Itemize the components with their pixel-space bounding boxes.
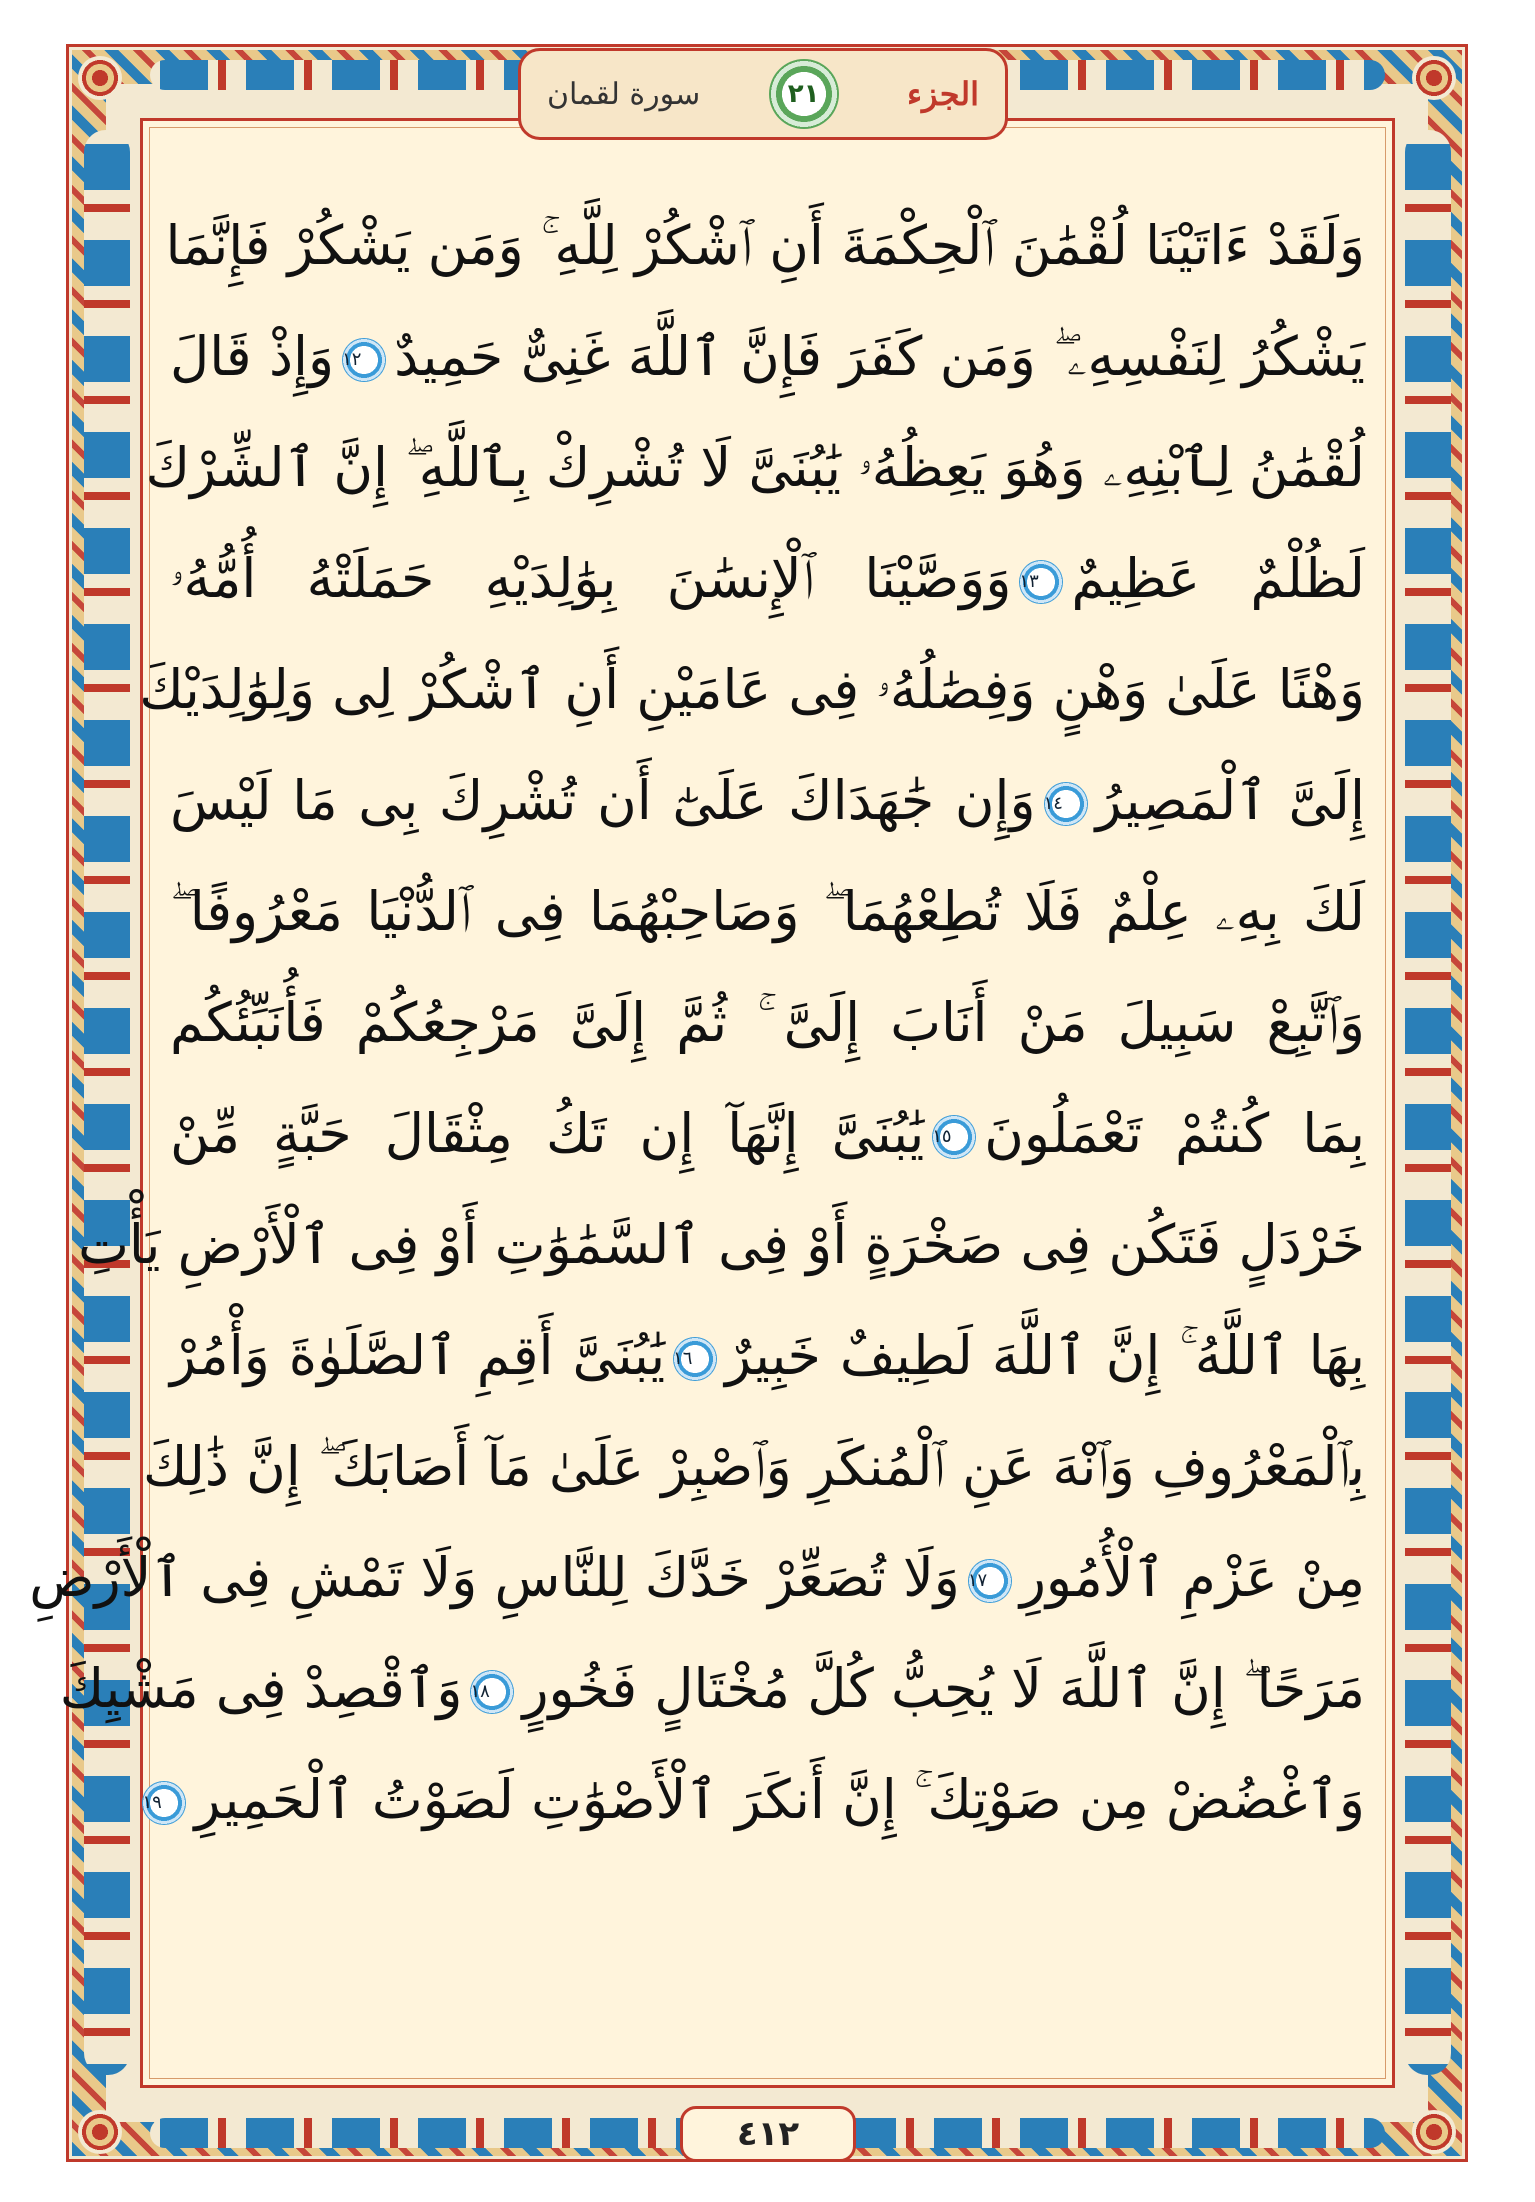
ayah-number-marker: ١٩ [142, 1781, 186, 1825]
verse-text: وَٱقْصِدْ فِى مَشْيِكَ [59, 1657, 463, 1720]
ayah-number-marker: ١٣ [1019, 560, 1063, 604]
verse-line [170, 1078, 1365, 1189]
verse-line [142, 1411, 1365, 1522]
verse-text: بِهَا ٱللَّهُ ۚ إِنَّ ٱللَّهَ لَطِيفٌ خَبِيرٌ [725, 1324, 1365, 1387]
verse-text: وَٱتَّبِعْ سَبِيلَ مَنْ أَنَابَ إِلَىَّ ۚ ثُمَّ إِلَىَّ مَرْجِعُكُمْ فَأُنَبِّئُكُم [170, 991, 1365, 1054]
corner-rosette-icon [1412, 56, 1456, 100]
verse-line [78, 1189, 1365, 1300]
right-border-ornament [1405, 130, 1451, 2075]
ayah-number-marker: ١٨ [470, 1670, 514, 1714]
verse-text: بِٱلْمَعْرُوفِ وَٱنْهَ عَنِ ٱلْمُنكَرِ وَٱصْبِرْ عَلَىٰ مَآ أَصَابَكَ ۖ إِنَّ ذَٰلِكَ [142, 1435, 1365, 1498]
juz-label: الجزء [907, 75, 979, 113]
verse-text: مِنْ عَزْمِ ٱلْأُمُورِ [1019, 1546, 1365, 1609]
verse-text: إِلَىَّ ٱلْمَصِيرُ [1095, 769, 1365, 832]
verse-line [29, 1522, 1365, 1633]
verse-text: خَرْدَلٍ فَتَكُن فِى صَخْرَةٍ أَوْ فِى ٱلسَّمَٰوَٰتِ أَوْ فِى ٱلْأَرْضِ يَأْتِ [78, 1213, 1365, 1276]
verse-line [170, 301, 1365, 412]
verse-line [165, 190, 1365, 301]
verse-line [170, 967, 1365, 1078]
verse-text: وَلَقَدْ ءَاتَيْنَا لُقْمَٰنَ ٱلْحِكْمَةَ أَنِ ٱشْكُرْ لِلَّهِ ۚ وَمَن يَشْكُرْ فَإِنَّمَا [165, 214, 1365, 277]
ayah-number-marker: ١٥ [932, 1115, 976, 1159]
juz-number-badge: ٢١ [769, 59, 839, 129]
verse-text: مَرَحًا ۖ إِنَّ ٱللَّهَ لَا يُحِبُّ كُلَّ مُخْتَالٍ فَخُورٍ [522, 1657, 1365, 1720]
ayah-number-marker: ١٧ [968, 1559, 1012, 1603]
verse-text: يَشْكُرُ لِنَفْسِهِۦ ۖ وَمَن كَفَرَ فَإِنَّ ٱللَّهَ غَنِىٌّ حَمِيدٌ [394, 325, 1365, 388]
surah-title: سورة لقمان [547, 76, 701, 112]
corner-rosette-icon [1412, 2110, 1456, 2154]
verse-text: لَظُلْمٌ عَظِيمٌ [1071, 547, 1365, 610]
ayah-number-marker: ١٦ [673, 1337, 717, 1381]
verse-text: وَإِذْ قَالَ [170, 325, 335, 388]
verse-text: يَٰبُنَىَّ إِنَّهَآ إِن تَكُ مِثْقَالَ حَبَّةٍ مِّنْ [170, 1102, 925, 1165]
verse-text: لُقْمَٰنُ لِٱبْنِهِۦ وَهُوَ يَعِظُهُۥ يَٰبُنَىَّ لَا تُشْرِكْ بِٱللَّهِ ۖ إِنَّ ٱلشِّرْكَ [145, 436, 1365, 499]
verse-line [170, 1300, 1365, 1411]
verse-line [142, 1744, 1365, 1855]
verse-line [170, 856, 1365, 967]
verse-line [170, 523, 1365, 634]
ayah-number-marker: ١٢ [342, 338, 386, 382]
verse-text: لَكَ بِهِۦ عِلْمٌ فَلَا تُطِعْهُمَا ۖ وَصَاحِبْهُمَا فِى ٱلدُّنْيَا مَعْرُوفًا ۖ [170, 880, 1365, 943]
verse-line [145, 412, 1365, 523]
verse-line [139, 634, 1365, 745]
corner-rosette-icon [78, 2110, 122, 2154]
verse-text: بِمَا كُنتُمْ تَعْمَلُونَ [984, 1102, 1365, 1165]
verse-line [59, 1633, 1365, 1744]
verse-text: وَٱغْضُضْ مِن صَوْتِكَ ۚ إِنَّ أَنكَرَ ٱلْأَصْوَٰتِ لَصَوْتُ ٱلْحَمِيرِ [194, 1768, 1365, 1831]
page-number: ٤١٢ [680, 2106, 856, 2162]
verse-text: وَهْنًا عَلَىٰ وَهْنٍ وَفِصَٰلُهُۥ فِى عَامَيْنِ أَنِ ٱشْكُرْ لِى وَلِوَٰلِدَيْكَ [139, 658, 1365, 721]
verse-text: وَوَصَّيْنَا ٱلْإِنسَٰنَ بِوَٰلِدَيْهِ حَمَلَتْهُ أُمُّهُۥ [170, 547, 1012, 610]
quran-text [29, 190, 1365, 2000]
verse-text: وَإِن جَٰهَدَاكَ عَلَىٰٓ أَن تُشْرِكَ بِى مَا لَيْسَ [170, 769, 1036, 832]
corner-rosette-icon [78, 56, 122, 100]
verse-text: وَلَا تُصَعِّرْ خَدَّكَ لِلنَّاسِ وَلَا تَمْشِ فِى ٱلْأَرْضِ [29, 1546, 960, 1609]
page-header [518, 48, 1008, 140]
verse-line [170, 745, 1365, 856]
ayah-number-marker: ١٤ [1044, 782, 1088, 826]
left-border-ornament [84, 130, 130, 2075]
verse-text: يَٰبُنَىَّ أَقِمِ ٱلصَّلَوٰةَ وَأْمُرْ [170, 1324, 666, 1387]
